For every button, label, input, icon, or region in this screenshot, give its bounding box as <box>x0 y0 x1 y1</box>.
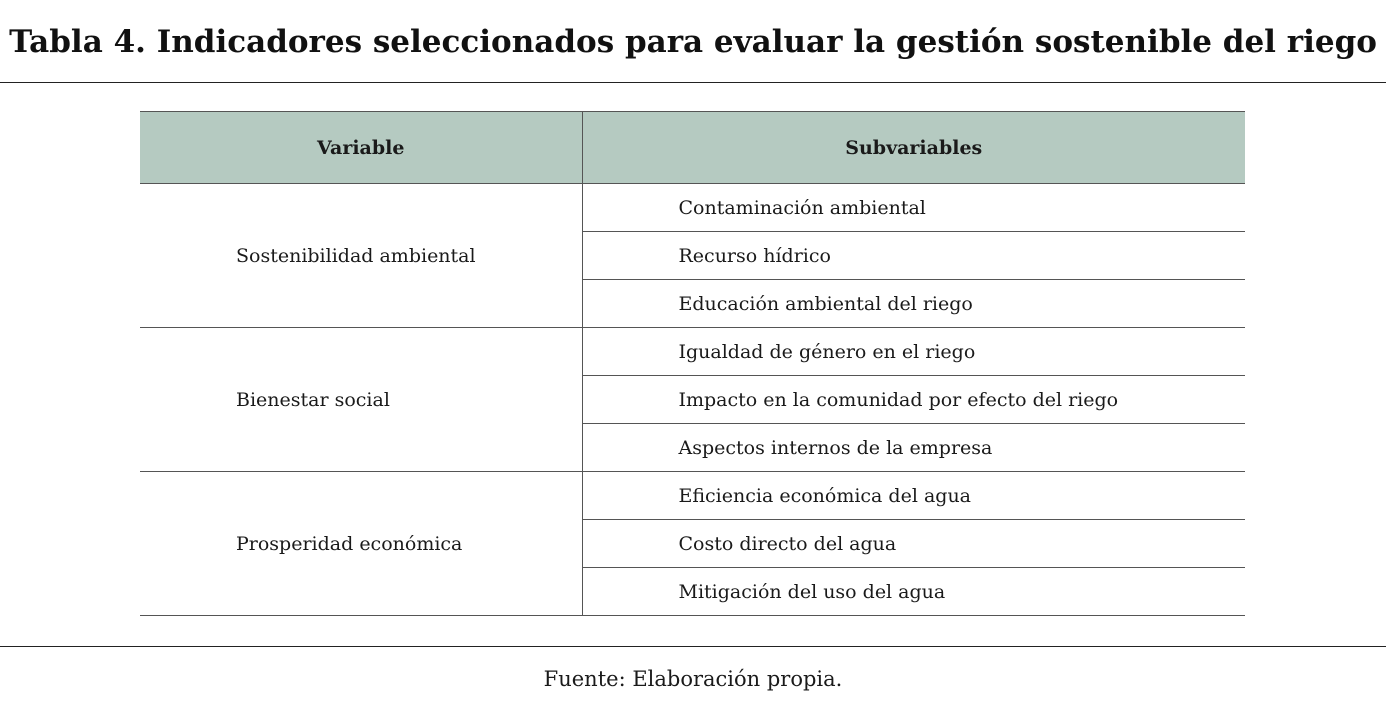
subvariable-cell: Igualdad de género en el riego <box>582 328 1245 376</box>
table-row <box>140 472 1245 520</box>
subvariable-cell: Eficiencia económica del agua <box>582 472 1245 520</box>
variable-cell: Sostenibilidad ambiental <box>140 184 582 328</box>
column-header-variable: Variable <box>140 112 582 184</box>
header-row <box>140 112 1245 184</box>
subvariable-cell: Costo directo del agua <box>582 520 1245 568</box>
subvariable-cell: Impacto en la comunidad por efecto del riego <box>582 376 1245 424</box>
table-title: Tabla 4. Indicadores seleccionados para evaluar la gestión sostenible del riego <box>9 24 1377 60</box>
source-note: Fuente: Elaboración propia. <box>543 667 843 691</box>
bottom-rule <box>0 646 1386 647</box>
subvariable-cell: Educación ambiental del riego <box>582 280 1245 328</box>
top-rule <box>0 82 1386 83</box>
table-row <box>140 328 1245 376</box>
subvariable-cell: Aspectos internos de la empresa <box>582 424 1245 472</box>
variable-cell: Bienestar social <box>140 328 582 472</box>
column-header-subvariables: Subvariables <box>582 112 1245 184</box>
subvariable-cell: Mitigación del uso del agua <box>582 568 1245 616</box>
variable-cell: Prosperidad económica <box>140 472 582 616</box>
subvariable-cell: Recurso hídrico <box>582 232 1245 280</box>
subvariable-cell: Contaminación ambiental <box>582 184 1245 232</box>
indicators-table <box>140 111 1245 616</box>
table-row <box>140 184 1245 232</box>
